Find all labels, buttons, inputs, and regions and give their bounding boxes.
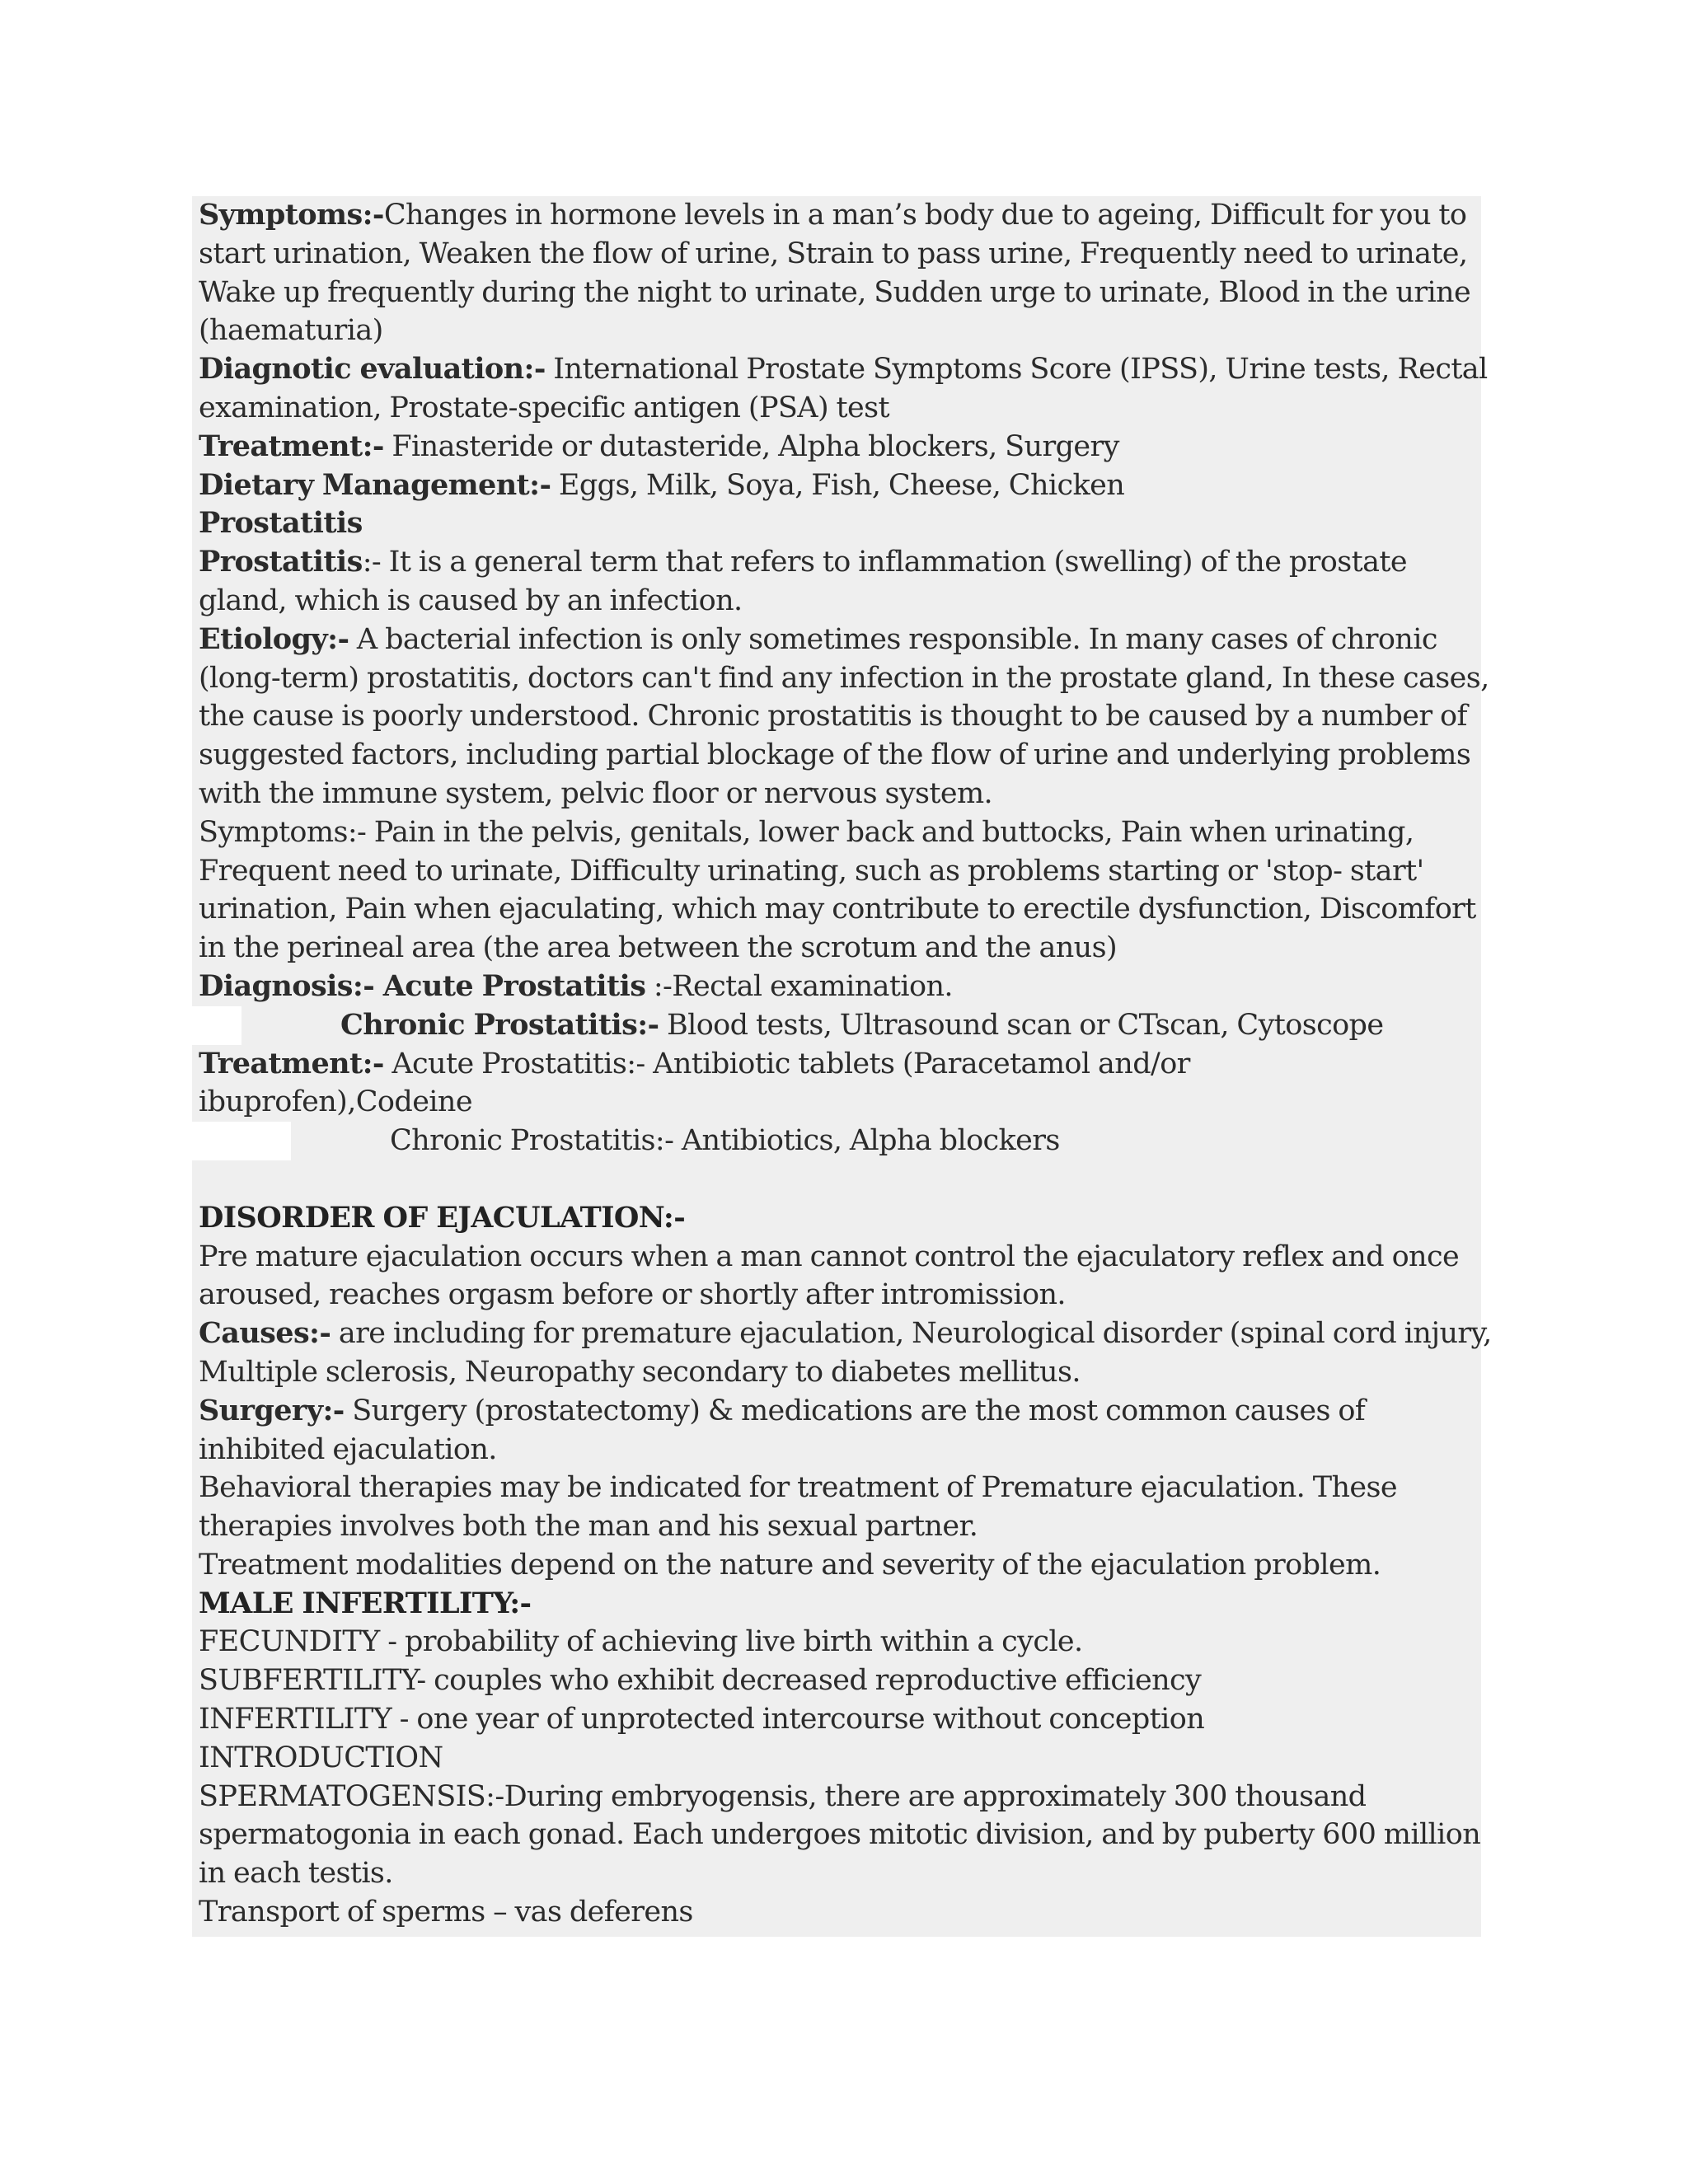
infertility-line: INFERTILITY - one year of unprotected intercourse without conception xyxy=(199,1703,1205,1736)
spermatogenesis-line-3: in each testis. xyxy=(199,1857,393,1891)
prostatitis-symptoms-line-4: in the perineal area (the area between the scrotum and the anus) xyxy=(199,931,1118,965)
ejaculation-treatment-line: Treatment modalities depend on the nature and severity of the ejaculation problem. xyxy=(199,1548,1381,1582)
spermatogenesis-line-1: SPERMATOGENSIS:-During embryogensis, there are approximately 300 thousand xyxy=(199,1779,1367,1813)
prostatitis-treatment-line-1 xyxy=(199,1045,1475,1084)
etiology-line-3: the cause is poorly understood. Chronic prostatitis is thought to be caused by a number of xyxy=(199,700,1467,733)
bph-symptoms-line-3: Wake up frequently during the night to urinate, Sudden urge to urinate, Blood in the urine xyxy=(199,275,1471,309)
diagnostic-line-2: examination, Prostate-specific antigen (PSA) test xyxy=(199,391,889,424)
chronic-treatment-text: Chronic Prostatitis:- Antibiotics, Alpha blockers xyxy=(390,1124,1060,1158)
bph-symptoms-line-4: (haematuria) xyxy=(199,314,383,348)
diagnosis-line xyxy=(199,968,1475,1006)
diet-line xyxy=(199,466,1475,505)
document-text-block xyxy=(192,196,1492,1937)
blank-line xyxy=(199,1160,1475,1199)
behavioral-line-2: therapies involves both the man and his sexual partner. xyxy=(199,1510,978,1544)
prostatitis-treatment-text: Acute Prostatitis:- Antibiotic tablets (Paracetamol and/or xyxy=(383,1047,1190,1080)
prostatitis-symptoms-line-3: urination, Pain when ejaculating, which may contribute to erectile dysfunction, Discomfort xyxy=(199,893,1476,926)
symptoms-text: Changes in hormone levels in a man’s body due to ageing, Difficult for you to xyxy=(383,199,1467,232)
prostatitis-treatment-line-2: ibuprofen),Codeine xyxy=(199,1085,472,1119)
diet-label: Dietary Management:- xyxy=(199,467,551,502)
prostatitis-def-line-1 xyxy=(199,543,1475,582)
etiology-label: Etiology:- xyxy=(199,621,349,656)
infertility-heading: MALE INFERTILITY:- xyxy=(199,1586,532,1620)
fecundity-line: FECUNDITY - probability of achieving live birth within a cycle. xyxy=(199,1625,1083,1659)
etiology-line-5: with the immune system, pelvic floor or nervous system. xyxy=(199,776,993,810)
prostatitis-symptoms-line-2: Frequent need to urinate, Difficulty urinating, such as problems starting or 'stop- start' xyxy=(199,854,1424,888)
symptoms-label: Symptoms:- xyxy=(199,198,384,232)
diagnosis-label: Diagnosis:- Acute Prostatitis xyxy=(199,968,646,1003)
surgery-line-2: inhibited ejaculation. xyxy=(199,1432,497,1466)
prostatitis-def-label: Prostatitis xyxy=(199,545,363,579)
chronic-diagnosis-text: Blood tests, Ultrasound scan or CTscan, Cytoscope xyxy=(659,1008,1384,1042)
prostatitis-def-line-2: gland, which is caused by an infection. xyxy=(199,583,743,617)
etiology-line-1 xyxy=(199,621,1475,659)
causes-text: are including for premature ejaculation, Neurological disorder (spinal cord injury, xyxy=(331,1317,1492,1351)
prostatitis-treatment-label: Treatment:- xyxy=(199,1046,384,1080)
white-gap xyxy=(192,1122,291,1160)
etiology-line-4: suggested factors, including partial blockage of the flow of urine and underlying problems xyxy=(199,738,1471,772)
behavioral-line-1: Behavioral therapies may be indicated for treatment of Premature ejaculation. These xyxy=(199,1471,1397,1505)
spermatogenesis-line-2: spermatogonia in each gonad. Each undergoes mitotic division, and by puberty 600 million xyxy=(199,1818,1481,1852)
surgery-label: Surgery:- xyxy=(199,1393,345,1427)
chronic-treatment-line xyxy=(199,1122,1475,1160)
chronic-diagnosis-label: Chronic Prostatitis:- xyxy=(340,1007,659,1042)
diagnostic-label: Diagnotic evaluation:- xyxy=(199,352,546,387)
subfertility-line: SUBFERTILITY- couples who exhibit decreased reproductive efficiency xyxy=(199,1664,1202,1698)
transport-line: Transport of sperms – vas deferens xyxy=(199,1896,693,1929)
etiology-text: A bacterial infection is only sometimes responsible. In many cases of chronic xyxy=(349,622,1437,656)
surgery-line-1 xyxy=(199,1392,1475,1431)
bph-symptoms-line-1 xyxy=(199,196,1475,235)
chronic-diagnosis-line xyxy=(199,1006,1475,1045)
ejaculation-intro-line-1: Pre mature ejaculation occurs when a man cannot control the ejaculatory reflex and once xyxy=(199,1240,1460,1273)
bph-symptoms-line-2: start urination, Weaken the flow of urine, Strain to pass urine, Frequently need to urinate, xyxy=(199,237,1468,270)
diagnostic-line-1 xyxy=(199,350,1488,389)
treatment-line xyxy=(199,428,1475,466)
prostatitis-symptoms-line-1: Symptoms:- Pain in the pelvis, genitals, lower back and buttocks, Pain when urinating, xyxy=(199,815,1414,849)
diagnostic-text: International Prostate Symptoms Score (IPSS), Urine tests, Rectal xyxy=(545,353,1488,387)
ejaculation-heading: DISORDER OF EJACULATION:- xyxy=(199,1200,686,1235)
etiology-line-2: (long-term) prostatitis, doctors can't find any infection in the prostate gland, In these cases, xyxy=(199,661,1489,695)
causes-line-1 xyxy=(199,1315,1492,1353)
treatment-text: Finasteride or dutasteride, Alpha blockers, Surgery xyxy=(383,429,1119,463)
introduction-line: INTRODUCTION xyxy=(199,1741,443,1774)
ejaculation-intro-line-2: aroused, reaches orgasm before or shortly after intromission. xyxy=(199,1278,1066,1312)
treatment-label: Treatment:- xyxy=(199,429,384,463)
prostatitis-def-text: :- It is a general term that refers to inflammation (swelling) of the prostate xyxy=(362,546,1407,579)
surgery-text: Surgery (prostatectomy) & medications are the most common causes of xyxy=(344,1394,1366,1427)
diet-text: Eggs, Milk, Soya, Fish, Cheese, Chicken xyxy=(551,468,1125,502)
diagnosis-text: :-Rectal examination. xyxy=(645,969,953,1003)
causes-line-2: Multiple sclerosis, Neuropathy secondary to diabetes mellitus. xyxy=(199,1355,1081,1389)
causes-label: Causes:- xyxy=(199,1316,331,1351)
white-gap xyxy=(192,1006,241,1045)
prostatitis-heading: Prostatitis xyxy=(199,506,363,541)
